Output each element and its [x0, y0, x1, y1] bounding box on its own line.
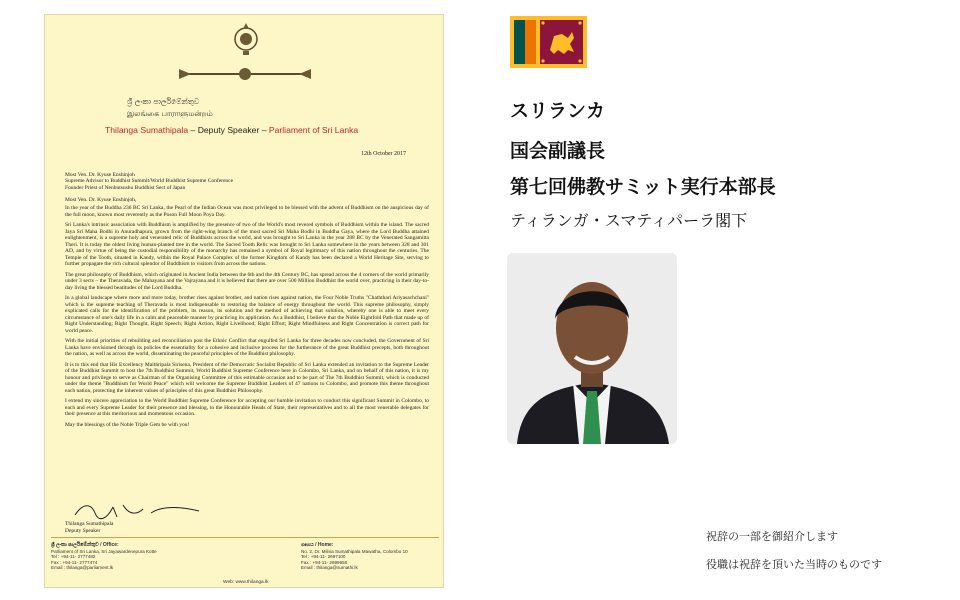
letter-footer: [51, 537, 439, 585]
addressee-line: Most Ven. Dr. Kyuse Enshinjoh: [65, 172, 135, 178]
sinhala-header: ශ්‍රී ලංකා පාර්ලිමේන්තුව: [127, 97, 200, 106]
sign-title: Deputy Speaker: [65, 527, 101, 534]
sri-lanka-emblem-icon: [233, 21, 259, 57]
letter-body: [65, 205, 429, 432]
position-label: 国会副議長: [510, 140, 606, 162]
addressee-line: Founder Priest of Nenbutsushu Buddhist Sect of Japan: [65, 184, 186, 191]
paragraph: It is to this end that His Excellency Maithripala Sirisena, President of the Democratic Socialist Republic of Sri Lanka extended an invitation to the Supreme Leader of the Buddhist Summit to host the 7th Buddhist Summit, World Buddhist Supreme Conference here in Colombo, Sri Lanka, and on behalf of this nation, it is my honour and privilege to serve as Chairman of the Organising Committee of this estimable occasion and to be part of The 7th Buddhist Summit, which is conducted under the theme "Buddhism for World Peace" which will welcome the Supreme Buddhist Leaders of 47 nations to Colombo, and promote this theme throughout each nation, protecting the inherent values of principles of this great Buddhist Philosophy.: [65, 361, 429, 394]
letter-document: [44, 14, 444, 588]
paragraph: Sri Lanka's intrinsic association with Buddhism is amplified by the presence of two of the World's most revered symbols of Buddhism within the island. The sacred Jaya Sri Maha Bodhi in Anuradhapura, grown from the right-wing branch of the most sacred Sri Maha Bodhi in Buddha Gaya, where the Lord Buddha attained enlightenment, is a supreme holy and venerated relic of Buddhists across the world, and was brought to Sri Lanka in the year 288 BC by the Venerated Sangamitta Theri. It is today the oldest living human-planted tree in the world. The Sacred Tooth Relic was brought to Sri Lanka somewhere in the years between 328 and 301 AD, and by virtue of being the custodial responsibility of the monarchy has remained a symbol of Royal legitimacy of this nation throughout the centuries. The Temple of the Tooth, situated in Kandy, within the Royal Palace Complex of the former Kingdom of Kandy has been declared a World Heritage Site, serving to further propagate the rich cultural splendor of Buddhism to visitors from across the nations.: [65, 222, 429, 267]
tamil-header: இலங்கை பாராளுமன்றம்: [127, 109, 213, 118]
letter-date: 12th October 2017: [361, 151, 406, 157]
office-line: Fax : +94-11- 2777474: [51, 559, 98, 565]
english-header: [105, 125, 405, 135]
signature-icon: [73, 501, 203, 521]
home-line: No. 2, Dr. Milina Sumathipala Mawatha, Colombo 10: [301, 548, 408, 554]
sign-name: Thilanga Sumathipala: [65, 521, 114, 527]
home-label: ගෘහය / Home:: [301, 542, 334, 548]
paragraph: I extend my sincere appreciation to the World Buddhist Supreme Conference for accepting our humble invitation to conduct this significant Summit in Colombo, to each and every Supreme Leader for their presence and blessing, to the Honourable Heads of State, their representatives and to all the most venerable delegates for their presence at this meritorious and momentous occasion.: [65, 398, 429, 417]
home-line: Fax : +94-11- 2699650: [301, 559, 348, 565]
paragraph: In a global landscape where more and more today, brother rises against brother, and nation rises against nation, the Four Noble Truths "Chaththari Ariyasachchani" which is the supreme teaching of Theravada is most indispensable to restoring the balance of energy throughout the world. This supreme philosophy, simply explicated calls for the identification of the problem, its reason, its solution and the method of achieving that solution, whereby one is able to meet every circumstance of one's daily life in a calm and peaceable manner by practicing its application. As a Buddhist, I believe that the Noble Eightfold Path that made up of Right Understanding; Right Thought, Right Speech; Right Action, Right Livelihood; Right Effort; Right Mindfulness and Right Concentration is correct path for world peace.: [65, 295, 429, 334]
paragraph: In the year of the Buddha 236 BC Sri Lanka, the Pearl of the Indian Ocean was most privileged to be blessed with the advent of Buddhism on the auspicious day of the full moon, known most reverently as the Poson Full Moon Poya Day.: [65, 205, 429, 218]
office-line: Tel : +94-11- 2777482: [51, 554, 96, 560]
letter-name: Thilanga Sumathipala: [105, 125, 189, 135]
addressee-block: [65, 172, 233, 191]
note-line: 祝辞の一部を御紹介します: [706, 530, 838, 543]
addressee-line: Supreme Advisor to Buddhist Summit/World Buddhist Supreme Conference: [65, 178, 234, 185]
paragraph: May the blessings of the Noble Triple Gem be with you!: [65, 421, 190, 428]
person-name: ティランガ・スマティパーラ閣下: [510, 211, 748, 230]
letter-org: Parliament of Sri Lanka: [268, 125, 359, 135]
office-contact: [51, 542, 157, 571]
salutation: Most Ven. Dr. Kyuse Enshinjoh,: [65, 197, 137, 203]
signature-block: [65, 521, 113, 534]
paragraph: The great philosophy of Buddhism, which originated in Ancient India between the 6th and the 4th Century BC, has spread across the 4 corners of the world primarily under 3 sects – the Theravada, the Mahayana and the Vajrayana and it is believed that there are over 500 Million Buddhist the world over, practicing in their day-to-day living the blessed beatitudes of the Lord Buddha.: [65, 271, 429, 291]
home-line: Email : thilanga@sumathi.lk: [301, 565, 358, 571]
paragraph: With the initial priorities of rebuilding and reconciliation post the Ethnic Conflict that engulfed Sri Lanka for three decades now concluded, the Government of Sri Lanka have envisioned through its policies the essentiality for a cohesive and inclusive process for the furtherance of the great Buddhist precepts, both throughout the nation, as well as across the world, disseminating the peaceful principles of the Buddhist philosophy.: [65, 338, 429, 357]
office-line: Email : thilanga@parliament.lk: [51, 565, 114, 571]
mace-emblem-icon: [175, 65, 315, 83]
note-line: 役職は祝辞を頂いた当時のものです: [706, 558, 882, 571]
website: Web: www.thilanga.lk: [223, 580, 269, 585]
portrait-photo: [507, 253, 677, 444]
sri-lanka-flag-icon: [510, 16, 587, 68]
home-line: Tel : +94-11- 2697100: [301, 554, 346, 560]
home-contact: [301, 542, 408, 571]
portrait-icon: [507, 253, 677, 444]
letter-title: – Deputy Speaker –: [190, 125, 267, 135]
office-label: ශ්‍රී ලංකා පාර්ලිමේන්තුව / Office:: [51, 542, 119, 548]
country-label: スリランカ: [510, 100, 606, 122]
office-line: Parliament of Sri Lanka, Sri Jayawardenepura Kotte: [51, 548, 157, 554]
role-label: 第七回佛教サミット実行本部長: [510, 176, 776, 198]
